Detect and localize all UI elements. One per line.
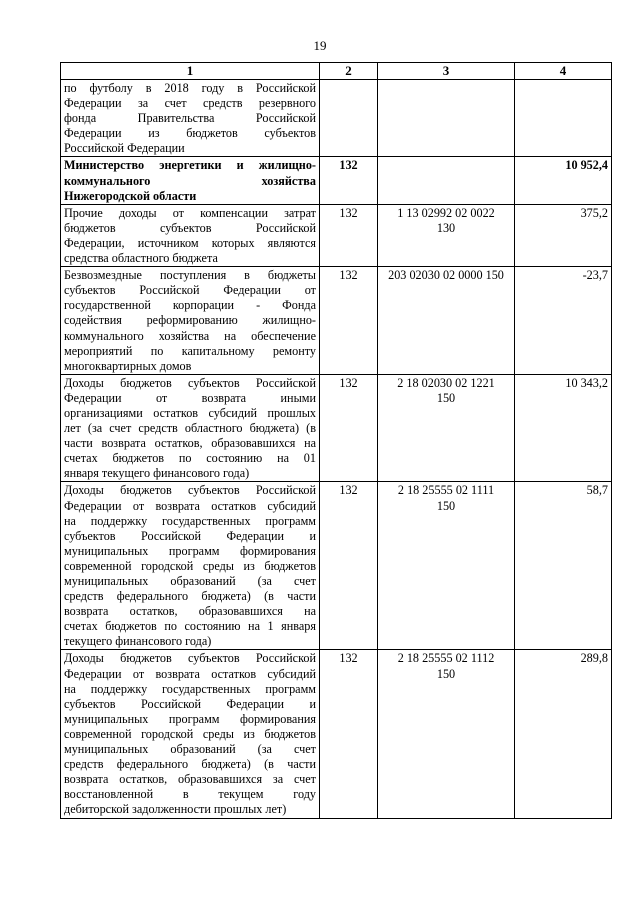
budget-code-line: 1 13 02992 02 0022 [397,205,495,220]
description-line: муниципальных образований (за счет [64,742,316,757]
description-line: субъектов Российской Федерации от [64,283,316,298]
description-line: на поддержку государственных программ [64,681,316,696]
column-header-1: 1 [61,63,320,80]
table-header-row [61,63,612,80]
budget-code-line: 2 18 25555 02 1111 [397,483,495,498]
description-line: средств федерального бюджета) (в части [64,589,316,604]
column-header-3: 3 [378,63,515,80]
page-number: 19 [313,38,327,53]
row-admin-code: 132 [320,374,378,482]
table-row [61,204,612,266]
description-line: коммунального хозяйства [64,173,316,188]
table-row [61,157,612,204]
budget-code-line: 2 18 02030 02 1221 [397,375,495,390]
description-line: Доходы бюджетов субъектов Российской [64,651,316,666]
row-admin-code [320,80,378,157]
description-line: Федерации от возврата остатков субсидий [64,666,316,681]
description-line: современной городской среды из бюджетов [64,726,316,741]
description-line: средств федерального бюджета) (в части [64,757,316,772]
row-budget-code [378,157,515,204]
description-line: средства областного бюджета [64,251,218,266]
table-row [61,80,612,157]
row-budget-code [378,204,515,266]
description-line: фонда Правительства Российской [64,111,316,126]
row-amount: 58,7 [515,482,612,650]
description-line: восстановленной в текущем году [64,787,316,802]
table-body [61,80,612,819]
table-row [61,374,612,482]
description-line: муниципальных программ формирования [64,711,316,726]
row-description [61,157,320,204]
row-admin-code: 132 [320,482,378,650]
description-line: текущего финансового года) [64,634,212,649]
row-amount: 289,8 [515,650,612,818]
budget-code-line: 203 02030 02 0000 150 [388,268,504,283]
description-line: счетах бюджетов по состоянию на 1 января [64,619,316,634]
budget-code-line: 2 18 25555 02 1112 [397,651,495,666]
description-line: лет (за счет средств областного бюджета) (в [64,421,316,436]
description-line: Федерации за счет средств резервного [64,96,316,111]
description-line: Прочие доходы от компенсации затрат [64,205,316,220]
row-admin-code: 132 [320,157,378,204]
description-line: субъектов Российской Федерации и [64,528,316,543]
budget-code-line: 150 [436,666,456,681]
description-line: Доходы бюджетов субъектов Российской [64,375,316,390]
description-line: Федерации из бюджетов субъектов [64,126,316,141]
description-line: бюджетов субъектов Российской [64,220,316,235]
description-line: возврата остатков, образовавшихся за счет [64,772,316,787]
description-line: мероприятий по капитальному ремонту [64,343,316,358]
table-row [61,482,612,650]
description-line: января текущего финансового года) [64,466,250,481]
description-line: содействия реформированию жилищно- [64,313,316,328]
description-line: Доходы бюджетов субъектов Российской [64,483,316,498]
description-line: коммунального хозяйства на обеспечение [64,328,316,343]
budget-code-line: 130 [436,220,456,235]
row-description [61,204,320,266]
description-line: муниципальных программ формирования [64,543,316,558]
description-line: организациями остатков субсидий прошлых [64,405,316,420]
description-line: Безвозмездные поступления в бюджеты [64,268,316,283]
description-line: Российской Федерации [64,141,185,156]
row-budget-code [378,650,515,818]
description-line: субъектов Российской Федерации и [64,696,316,711]
description-line: Федерации, источником которых являются [64,235,316,250]
row-budget-code [378,374,515,482]
description-line: счетах бюджетов по состоянию на 01 [64,451,316,466]
description-line: части возврата остатков, образовавшихся на [64,436,316,451]
row-budget-code [378,267,515,375]
row-description [61,80,320,157]
description-line: современной городской среды из бюджетов [64,558,316,573]
description-line: дебиторской задолженности прошлых лет) [64,802,287,817]
description-line: Министерство энергетики и жилищно- [64,158,316,173]
row-amount: -23,7 [515,267,612,375]
row-amount: 10 343,2 [515,374,612,482]
row-amount: 375,2 [515,204,612,266]
column-header-4: 4 [515,63,612,80]
row-description [61,650,320,818]
row-budget-code [378,482,515,650]
description-line: Нижегородской области [64,188,197,203]
description-line: Федерации от возврата остатков субсидий [64,498,316,513]
row-admin-code: 132 [320,204,378,266]
description-line: на поддержку государственных программ [64,513,316,528]
table-row [61,267,612,375]
description-line: по футболу в 2018 году в Российской [64,81,316,95]
row-description [61,267,320,375]
column-header-2: 2 [320,63,378,80]
budget-code-line: 150 [436,390,456,405]
row-amount [515,80,612,157]
description-line: Федерации от возврата иными [64,390,316,405]
row-admin-code: 132 [320,267,378,375]
description-line: государственной корпорации - Фонда [64,298,316,313]
description-line: возврата остатков, образовавшихся на [64,604,316,619]
row-description [61,482,320,650]
row-amount: 10 952,4 [515,157,612,204]
description-line: муниципальных образований (за счет [64,574,316,588]
budget-code-line: 150 [436,498,456,513]
row-budget-code [378,80,515,157]
table-row [61,650,612,818]
row-admin-code: 132 [320,650,378,818]
revenue-table [60,62,612,819]
description-line: многоквартирных домов [64,358,192,373]
row-description [61,374,320,482]
